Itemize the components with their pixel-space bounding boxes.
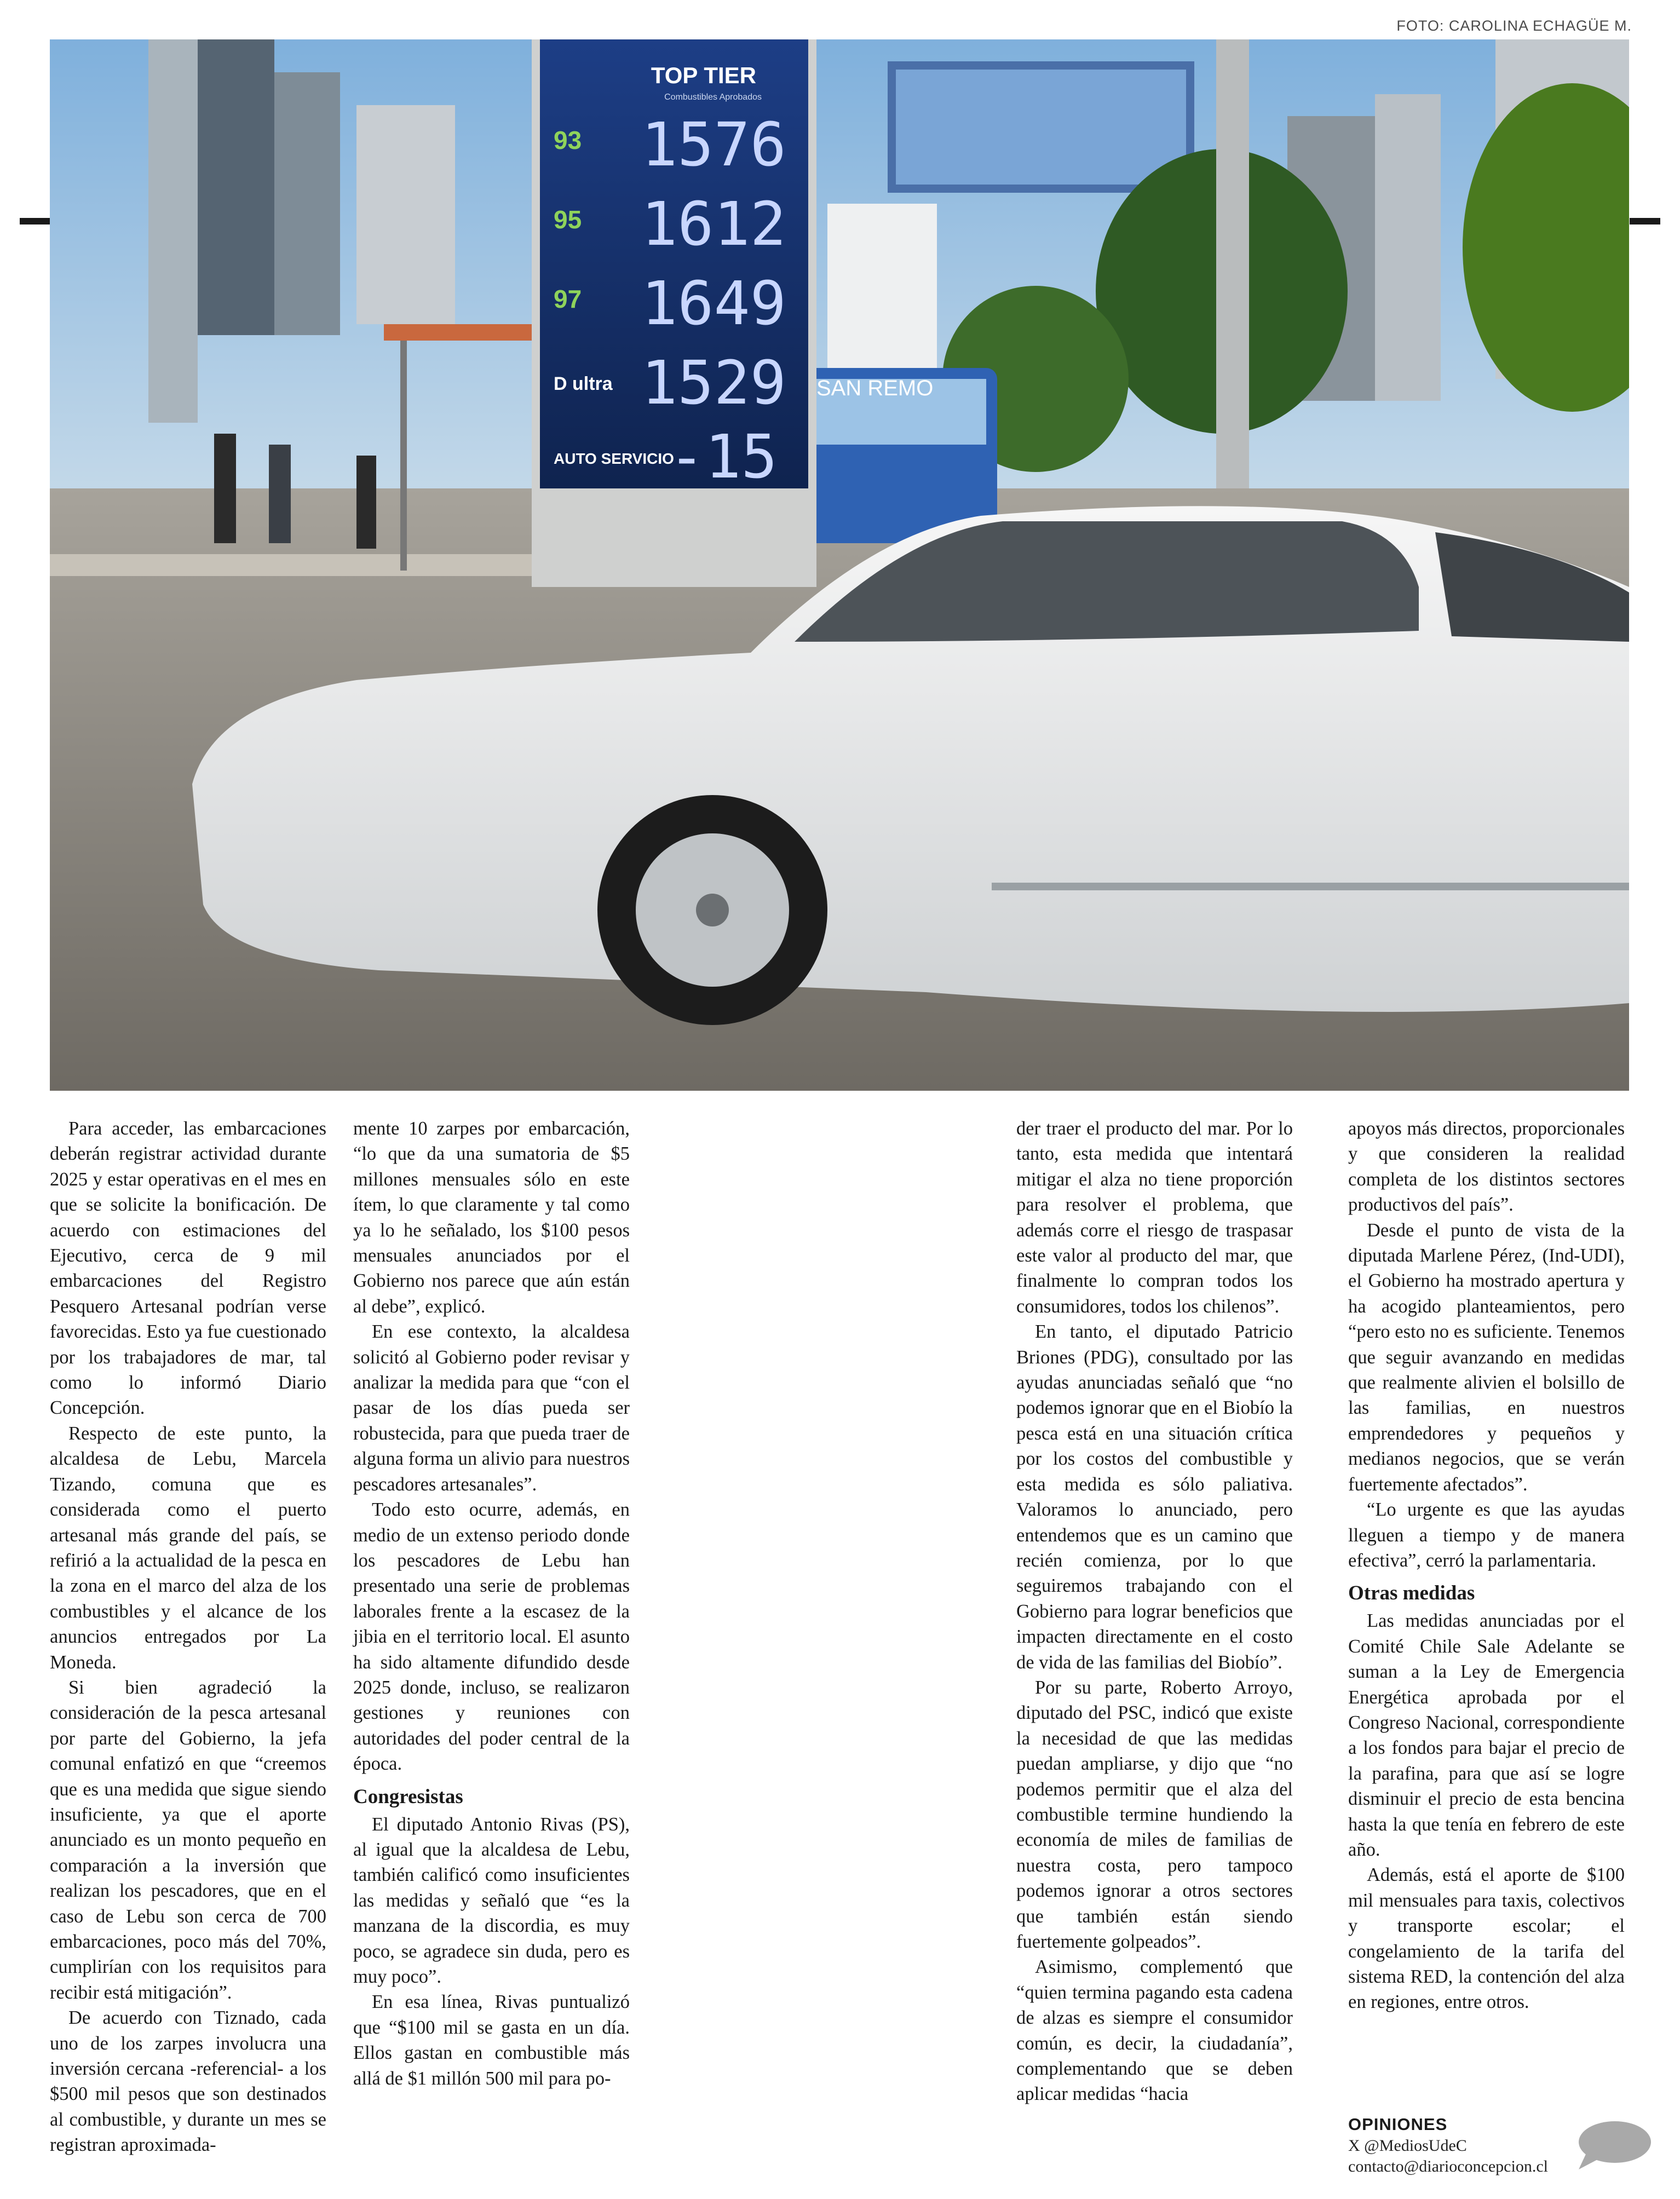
fuel-brand-tagline: Combustibles Aprobados xyxy=(664,93,762,102)
paragraph-continued: der traer el producto del mar. Por lo tanto, esta medida que intentará mitigar el alza no tiene proporción para resolver el problema, que además corre el riesgo de traspasar este valor al producto del mar, que finalmente lo compran todos los consumidores, todos los chilenos”. xyxy=(1016,1118,1293,1317)
fuel-grade-diesel: D ultra xyxy=(554,373,613,394)
paragraph: En tanto, el diputado Patricio Briones (PDG), consultado por las ayudas anunciadas señaló que “no podemos ignorar que en el Biobío la pesca está en una situación crítica por los costos del combustible y esta medida es sólo paliativa. Valoramos lo anunciado, pero entendemos que es un camino que recién comienza, por lo que seguiremos trabajando con el Gobierno para lograr beneficios que impacten directamente en el costo de vida de las familias del Biobío”. xyxy=(1016,1321,1293,1673)
fuel-grade-97: 97 xyxy=(554,285,582,313)
paragraph: Desde el punto de vista de la diputada Marlene Pérez, (Ind-UDI), el Gobierno ha mostrado apertura y ha acogido planteamientos, pero “pero esto no es suficiente. Tenemos que seguir avanzando en medidas que realmente alivien el bolsillo de las familias, en nuestros emprendedores y pequeños y medianos negocios, que se verán fuertemente afectados”. xyxy=(1348,1219,1625,1495)
fuel-price-97: 1649 xyxy=(641,268,786,338)
article-column-1 xyxy=(50,1116,326,2158)
paragraph: Asimismo, complementó que “quien termina pagando esta cadena de alzas es siempre el consumidor común, es decir, la ciudadanía”, complementando que se deben aplicar medidas “hacia xyxy=(1016,1956,1293,2105)
contact-email: contacto@diarioconcepcion.cl xyxy=(1348,2157,1548,2175)
paragraph-continued: mente 10 zarpes por embarcación, “lo que da una sumatoria de $5 millones mensuales sólo en este ítem, lo que claramente y tal como ya lo he señalado, los $100 pesos mensuales anunciados por el Gobierno nos parece que aún están al debe”, explicó. xyxy=(353,1118,630,1317)
fuel-price-diesel: 1529 xyxy=(641,348,786,418)
article-column-4 xyxy=(1348,1116,1625,2015)
paragraph: Respecto de este punto, la alcaldesa de Lebu, Marcela Tizando, comuna que es considerada como el puerto artesanal más grande del país, se refirió a la actualidad de la pesca en la zona en el marco del alza de los combustibles y el alcance de los anuncios entregados por La Moneda. xyxy=(50,1423,326,1673)
twitter-handle: X @MediosUdeC xyxy=(1348,2137,1467,2155)
decorative-rule-left xyxy=(20,218,50,224)
fuel-grade-93: 93 xyxy=(554,126,582,154)
paragraph: “Lo urgente es que las ayudas lleguen a tiempo y de manera efectiva”, cerró la parlamentaria. xyxy=(1348,1499,1625,1571)
paragraph: En ese contexto, la alcaldesa solicitó al Gobierno poder revisar y analizar la medida para que “con el pasar de los días pueda ser robustecida, para que pueda traer de alguna forma un alivio para nuestros pescadores artesanales”. xyxy=(353,1321,630,1495)
article-column-3 xyxy=(1016,1116,1293,2107)
decorative-rule-right xyxy=(1630,218,1660,224)
paragraph: Todo esto ocurre, además, en medio de un extenso periodo donde los pescadores de Lebu han presentado una serie de problemas laborales frente a la escasez de la jibia en el territorio local. El asunto ha sido altamente difundido desde 2025 donde, incluso, se realizaron gestiones y reuniones con autoridades del poder central de la época. xyxy=(353,1499,630,1775)
self-service-label: AUTO SERVICIO xyxy=(554,450,674,467)
paragraph: De acuerdo con Tiznado, cada uno de los zarpes involucra una inversión cercana -referencial- a los $500 mil pesos que son destinados al combustible, y durante un mes se registran aproximada- xyxy=(50,2007,326,2156)
paragraph: Para acceder, las embarcaciones deberán registrar actividad durante 2025 y estar operativas en el mes en que se solicite la bonificación. De acuerdo con estimaciones del Ejecutivo, cerca de 9 mil embarcaciones del Registro Pesquero Artesanal podrían verse favorecidas. Esto ya fue cuestionado por los trabajadores de mar, tal como lo informó Diario Concepción. xyxy=(50,1118,326,1419)
article-column-2 xyxy=(353,1116,630,2091)
paragraph: Las medidas anunciadas por el Comité Chile Sale Adelante se suman a la Ley de Emergencia Energética aprobada por el Congreso Nacional, correspondiente a los fondos para bajar el precio de la parafina, para que así se logre disminuir el precio de esta bencina hasta la que tenía en febrero de este año. xyxy=(1348,1610,1625,1860)
paragraph: Además, está el aporte de $100 mil mensuales para taxis, colectivos y transporte escolar; el congelamiento de la tarifa del sistema RED, la contención del alza en regiones, entre otros. xyxy=(1348,1864,1625,2013)
opinions-title: OPINIONES xyxy=(1348,2115,1448,2134)
paragraph: Si bien agradeció la consideración de la pesca artesanal por parte del Gobierno, la jefa comunal enfatizó en que “creemos que es una medida que sigue siendo insuficiente, ya que el aporte anunciado es un monto pequeño en comparación a la inversión que realizan los pescadores, que en el caso de Lebu son cerca de 700 embarcaciones, poco más del 70%, cumplirían con los requisitos para recibir está mitigación”. xyxy=(50,1677,326,2003)
photo-credit: FOTO: CAROLINA ECHAGÜE M. xyxy=(1396,18,1632,34)
fuel-price-95: 1612 xyxy=(641,189,786,259)
paragraph: El diputado Antonio Rivas (PS), al igual que la alcaldesa de Lebu, también calificó como insuficientes las medidas y señaló que “es la manzana de la discordia, es muy poco, se agradece sin duda, pero es muy poco”. xyxy=(353,1814,630,1987)
fuel-price-93: 1576 xyxy=(641,110,786,180)
section-heading: Otras medidas xyxy=(1348,1582,1475,1605)
paragraph: En esa línea, Rivas puntualizó que “$100 mil se gasta en un día. Ellos gastan en combustible más allá de $1 millón 500 mil para po- xyxy=(353,1991,630,2089)
section-heading: Congresistas xyxy=(353,1785,463,1808)
fuel-brand-logo: TOP TIER xyxy=(651,62,756,88)
paragraph-continued: apoyos más directos, proporcionales y que consideren la realidad completa de los distintos sectores productivos del país”. xyxy=(1348,1118,1625,1216)
news-photo xyxy=(50,39,1629,1091)
paragraph: Por su parte, Roberto Arroyo, diputado del PSC, indicó que existe la necesidad de que las medidas puedan ampliarse, y dijo que “no podemos permitir que el alza del combustible termine hundiendo la economía de miles de familias de nuestra costa, pero tampoco podemos ignorar a otros sectores que también están siendo fuertemente golpeados”. xyxy=(1016,1677,1293,1952)
bus-destination-sign: SAN REMO xyxy=(816,376,934,400)
speech-bubble-icon xyxy=(1574,2119,1652,2172)
fuel-price-sign xyxy=(532,39,816,587)
fuel-grade-95: 95 xyxy=(554,205,582,234)
self-service-discount: -15 xyxy=(669,422,778,492)
